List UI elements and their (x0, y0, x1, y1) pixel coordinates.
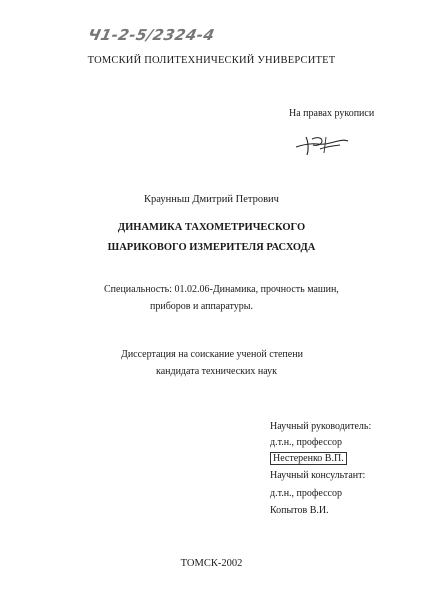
dissertation-line-1: Диссертация на соискание ученой степени (121, 349, 303, 360)
archive-stamp-text: Ч1-2-5/2324-4 (86, 26, 217, 44)
supervisor-name-text: Нестеренко В.П. (270, 452, 347, 465)
archive-stamp (85, 22, 301, 50)
supervisor-label: Научный руководитель: (270, 421, 372, 432)
supervisor-name (270, 452, 347, 465)
thesis-title-line-1: ДИНАМИКА ТАХОМЕТРИЧЕСКОГО (117, 222, 306, 233)
thesis-title-line-2: ШАРИКОВОГО ИЗМЕРИТЕЛЯ РАСХОДА (107, 242, 316, 253)
consultant-label: Научный консультант: (270, 470, 366, 481)
city-year: ТОМСК-2002 (180, 558, 243, 569)
dissertation-line-2: кандидата технических наук (156, 366, 278, 377)
manuscript-rights-note: На правах рукописи (289, 108, 375, 119)
specialty-line-2: приборов и аппаратуры. (150, 301, 253, 312)
specialty-line-1: Специальность: 01.02.06-Динамика, прочность машин, (104, 284, 339, 295)
consultant-name: Копытов В.И. (270, 505, 329, 516)
university-name: ТОМСКИЙ ПОЛИТЕХНИЧЕСКИЙ УНИВЕРСИТЕТ (87, 55, 336, 66)
author-name: Краунньш Дмитрий Петрович (144, 194, 279, 205)
consultant-degree: д.т.н., профессор (270, 488, 342, 499)
supervisor-degree: д.т.н., профессор (270, 437, 342, 448)
signature-icon (292, 131, 350, 159)
